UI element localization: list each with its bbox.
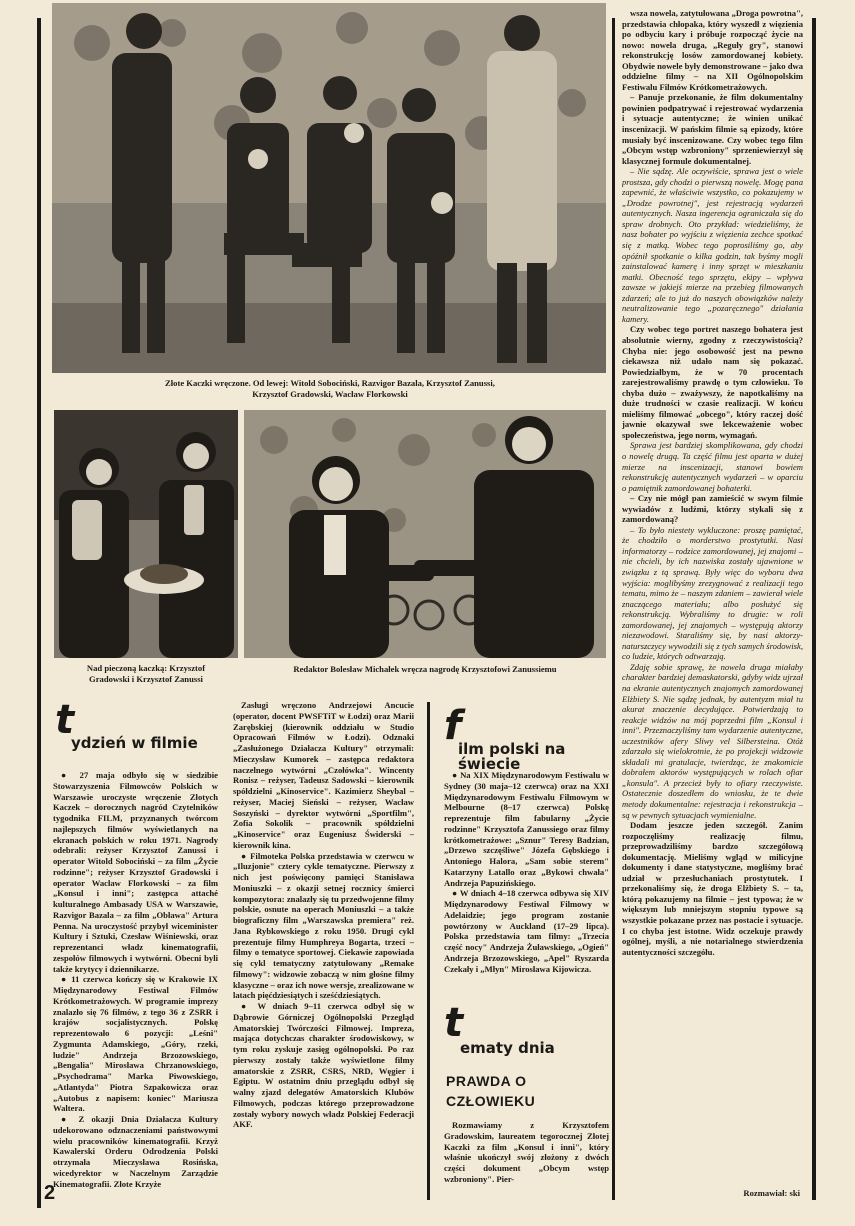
left-photo-image: [54, 410, 238, 658]
col1-paragraph: ● 27 maja odbyło się w siedzibie Stowarzyszenia Filmowców Polskich w Warszawie uroczyste wręczenie Złotych Kaczek – dorocznych nagród Czytelników tygodnika FILM, przyznanych twórcom najlepszych filmów wyświetlanych na ekranach polskich w roku 1971. Nagrody odebrali: reżyser Krzysztof Zanussi i operator Witold Sobociński – za film „Życie rodzinne"; reżyser Krzysztof Gradowski i operator Wacław Florkowski – za film „Konsul i inni"; zastępca attaché kulturalnego Ambasady USA w Warszawie, Razvigor Bazala – za film „Obława" Artura Penna. Na uroczystość przybył wiceminister Kultury i Sztuki, Czesław Wiśniewski, oraz reprezentanci władz kinematografii, zespołów filmowych i wytwórni. Obecni byli także krytycy i dziennikarze.: [53, 770, 218, 974]
left-photo: [54, 410, 238, 658]
col2-paragraph: ● Filmoteka Polska przedstawia w czerwcu w „Iluzjonie" cztery cykle tematyczne. Pierwszy z nich jest poświęcony pamięci Stanisława Moniuszki – z okazji setnej rocznicy śmierci kompozytora: znalazły się tu przedwojenne filmy polskie, osnute na operach Moniuszki – a także biograficzny film „Warszawska premiera" reż. Jana Rybkowskiego z roku 1950. Drugi cykl prezentuje filmy Humphreya Bogarta, trzeci – filmy o tematyce sportowej. Ciekawie zapowiada się cykl tematyczny zatytułowany „Remake filmowy": widzowie zobaczą w nim głośne filmy klasyczne – oraz ich nowe wersje, zrealizowane w latach pięćdziesiątych i sześćdziesiątych.: [233, 850, 414, 1001]
rule-col4-left: [612, 18, 615, 1200]
heading-tematy-rest: ematy dnia: [460, 1039, 555, 1057]
column-tydzien: [53, 770, 218, 1202]
col4-paragraph: Czy wobec tego portret naszego bohatera jest absolutnie wierny, zgodny z rzeczywistością? Chyba nie: jego osobowość jest na pewno ciekawsza niż udało nam się pokazać. Powiedziałbym, że w 70 procentach zarejestrowaliśmy prawdę o tym człowieku. To chyba dużo – zważywszy, że napotkaliśmy na duże trudności w czasie realizacji. W końcu mieliśmy filmować „obcego", który raczej dość jawnie okazywał swe lekceważenie wobec społeczeństwa, jego norm, wymagań.: [622, 324, 803, 440]
top-photo: [52, 3, 606, 373]
col3-paragraph: ● W dniach 4–18 czerwca odbywa się XIV Międzynarodowy Festiwal Filmowy w Adelaidzie; jego program zostanie powtórzony w Auckland (17–29 lipca). Polska przedstawia tam filmy: „Trzecia część nocy" Andrzeja Żuławskiego, „Ogień" Andrzeja Brzozowskiego, „Apel" Ryszarda Czekały i „Młyn" Mirosława Kijowicza.: [444, 888, 609, 974]
col4-paragraph: – Nie sądzę. Ale oczywiście, sprawa jest o wiele prostsza, gdy chodzi o pierwszą nowelę. Mogę pana zapewnić, że właściwie wszystko, co pokazujemy w „Drodze powrotnej", jest rejestracją wydarzeń autentycznych. Nasza ingerencja ograniczała się do spraw drobnych. Oto przykład: wiedzieliśmy, że nasz bohater po wyjściu z więzienia zechce spotkać się z matką. Wobec tego poprosiliśmy go, aby opóźnił spotkanie o kilka godzin, tak byśmy mogli zainstalować kamerę i inny sprzęt w mieszkaniu matki. Obecność tego sprzętu, ekipy – wpływa zawsze w jakiejś mierze na przebieg filmowanych zdarzeń; ale to już do naszych obowiązków należy neutralizowanie tego „pozaręcznego" działania kamery.: [622, 166, 803, 324]
column-tydzien-continued: [233, 700, 414, 1202]
right-photo-image: [244, 410, 606, 658]
heading-tydzien: [55, 697, 235, 754]
heading-tematy-initial: t: [444, 1000, 464, 1046]
rule-col3-left: [427, 702, 430, 1200]
col4-paragraph: – Czy nie mógł pan zamieścić w swym filmie wywiadów z ludźmi, którzy stykali się z zamordowaną?: [622, 493, 803, 525]
right-photo: [244, 410, 606, 658]
right-photo-caption: Redaktor Bolesław Michałek wręcza nagrodę Krzysztofowi Zanussiemu: [293, 664, 557, 674]
top-photo-caption: Złote Kaczki wręczone. Od lewej: Witold Sobociński, Razvigor Bazala, Krzysztof Zanussi, Krzysztof Gradowski, Wacław Florkowski: [165, 378, 495, 399]
col2-paragraph: Zasługi wręczono Andrzejowi Ancucie (operator, docent PWSFTiT w Łodzi) oraz Marii Zarębskiej (kierownik oddziału w Studio Opracowań Filmów w Łodzi). Odznaki „Zasłużonego Działacza Kultury" otrzymali: Mieczysław Kumorek – zastępca redaktora naczelnego wytwórni „Czołówka". Wincenty Ronisz – reżyser, Tadeusz Sadowski – kierownik spółdzielni „Kinoservice". Kazimierz Sheybal – reżyser, Maciej Sieński – reżyser, Wacław Soszyński – dyrektor wytwórni „Sportfilm", Zofia Sokolik – pracownik spółdzielni „Kinoservice" oraz Eugeniusz Świderski – kierownik kina.: [233, 700, 414, 850]
heading-film-polski-initial: f: [444, 703, 462, 749]
col4-paragraph: – Panuje przekonanie, że film dokumentalny powinien podpatrywać i rejestrować wydarzenia i sytuacje autentyczne; że winien unikać inscenizacji. W pańskim filmie są epizody, które musiały być inscenizowane. Czy wobec tego film „Obcym wstęp wzbroniony" sprzeniewierzył się klasycznej formule dokumentalnej.: [622, 92, 803, 166]
top-photo-image: [52, 3, 606, 373]
col4-paragraph: – To było niestety wykluczone: proszę pamiętać, że chodziło o morderstwo prostytutki. Nasi informatorzy – rodzice zamordowanej, jej znajomi – nie chcieli, by ich nazwiska zostały ujawnione w związku z tą sprawą. Były więc do wyboru dwa wyjścia: moglibyśmy zrezygnować z realizacji tego tematu, mimo że – naszym zdaniem – zawierał wiele znaczącego materiału; albo posłużyć się rekonstrukcją. Wybraliśmy to drugie: w roli zamordowanej, jej znajomych – występują aktorzy niezawodowi. Staraliśmy się, by nasi aktorzy-naturszczycy wywodzili się z tych samych środowisk, co ludzie, których odtwarzają.: [622, 524, 803, 662]
col1-paragraph: ● 11 czerwca kończy się w Krakowie IX Międzynarodowy Festiwal Filmów Krótkometrażowych. W programie imprezy znalazło się 76 filmów, z tego 36 z ZSRR i krajów socjalistycznych. Polskę reprezentowało 6 pozycji: „Leśni" Zygmunta Adamskiego, „Góry, rzeki, ludzie" Andrzeja Brzozowskiego, „Bengalia" Mirosława Chrzanowskiego, „Psychodrama" Marka Piwowskiego, „Atlantyda" Piotra Szpakowicza oraz „Autobus z napisem: koniec" Mariusza Waltera.: [53, 974, 218, 1114]
heading-tydzien-initial: t: [55, 697, 75, 743]
heading-film-polski: [444, 703, 609, 773]
heading-tydzien-rest: ydzień w filmie: [71, 734, 198, 752]
column-interview: [622, 8, 803, 1178]
col4-paragraph: Dodam jeszcze jeden szczegół. Zanim rozpoczęliśmy realizację filmu, przeprowadziliśmy bardzo szczegółową dokumentację. Mieliśmy wgląd w milicyjne dokumenty i dane statystyczne, mogliśmy brać udział w przesłuchaniach prostytutek. I przekonaliśmy się, że droga Elżbiety S. – ta, którą pokazujemy na filmie – jest typowa; że w większym lub mniejszym stopniu typowe są wszystkie pokazane przez nas postacie i sytuacje. I co chyba jest istotne. Widz oczekuje prawdy ogólnej, myśli, a nie notarialnego stwierdzenia autentyczności szczegółu.: [622, 820, 803, 957]
interview-signature: Rozmawiał: ski: [743, 1188, 800, 1198]
col4-paragraph: wsza nowela, zatytułowana „Droga powrotna", przedstawia chłopaka, który wyszedł z więzienia po odbyciu kary i próbuje rozpocząć życie na nowo: nowela druga, „Reguły gry", stanowi rekonstrukcję losów zamordowanej kobiety. Obydwie nowele były demonstrowane – jako dwa oddzielne filmy – na XII Ogólnopolskim Festiwalu Filmów Krótkometrażowych.: [622, 8, 803, 92]
col2-paragraph: ● W dniach 9–11 czerwca odbył się w Dąbrowie Górniczej Ogólnopolski Przegląd Amatorskiej Twórczości Filmowej. Impreza, mająca dotychczas charakter środowiskowy, w tym roku zyskuje zasięg ogólnopolski. Po raz pierwszy zostały także wyświetlone filmy amatorskie z ZSRR, CSRS, NRD, Węgier i Egiptu. W ostatnim dniu przeglądu odbył się walny zjazd delegatów Amatorskich Klubów Filmowych, podczas którego przeprowadzone zostały wybory nowych władz Polskiej Federacji AKF.: [233, 1001, 414, 1130]
heading-prawda: PRAWDA O CZŁOWIEKU: [446, 1073, 536, 1109]
col4-paragraph: Sprawa jest bardziej skomplikowana, gdy chodzi o nowelę drugą. Ta część filmu jest oparta w dużej mierze na inscenizacji, stanowi bowiem rekonstrukcję autentycznych wydarzeń – w oparciu o pamiętnik zamordowanej bohaterki.: [622, 440, 803, 493]
column-film-polski: [444, 770, 609, 1000]
heading-tematy: [444, 1000, 609, 1061]
prawda-intro-paragraph: Rozmawiamy z Krzysztofem Gradowskim, laureatem tegorocznej Złotej Kaczki za film „Konsul i inni", który właśnie ukończył swój złożony z dwóch części dokument „Obcym wstęp wzbroniony". Pier-: [444, 1120, 609, 1184]
page-number: 2: [44, 1182, 56, 1204]
left-photo-caption: Nad pieczoną kaczką: Krzysztof Gradowski i Krzysztof Zanussi: [86, 663, 206, 684]
col3-paragraph: ● Na XIX Międzynarodowym Festiwalu w Sydney (30 maja–12 czerwca) oraz na XXI Międzynarodowym Festiwalu Filmowym w Melbourne (8–17 czerwca) Polskę reprezentuje film fabularny „Życie rodzinne" Krzysztofa Zanussiego oraz filmy krótkometrażowe: „Sznur" Teresy Badzian, „Drzewo szczęśliwe" Józefa Gębskiego i Antoniego Halora, „Sam sobie sterem" Katarzyny Latallo oraz „Bykowi chwała" Andrzeja Papuzińskiego.: [444, 770, 609, 888]
column-prawda-intro: [444, 1120, 609, 1202]
col4-paragraph: Zdaję sobie sprawę, że nowela druga miałaby charakter bardziej demaskatorski, gdyby widz ujrzał na ekranie autentycznych znajomych zamordowanej Elżbiety S. Nie sądzę jednak, by autentyzm miał tu akurat znaczenie decydujące. Potwierdzają to reakcje widzów na mój poprzedni film „Konsul i inni". Przeznaczyliśmy tam wydarzenie autentyczne, uczestników afery Sliwy vel Silbersteina. Otóż zdarzało się wielokrotnie, że po projekcji widzowie składali mi gratulacje, twierdząc, że znakomicie dobrałem aktorów występujących w rolach ofiar „konsula". A przecież były to ofiary rzeczywiste. Ostatecznie doszedłem do wniosku, że te dwie metody dokumentalne: rejestracja i rekonstrukcja – są w pewnych sytuacjach wymienialne.: [622, 661, 803, 820]
rule-left-column: [37, 18, 41, 1208]
heading-film-polski-rest: ilm polski na świecie: [458, 740, 566, 773]
col1-paragraph: ● Z okazji Dnia Działacza Kultury udekorowano odznaczeniami państwowymi wielu pracowników kinematografii. Krzyż Kawalerski Orderu Odrodzenia Polski otrzymała Mieczysława Rosińska, wicedyrektor w Naczelnym Zarządzie Kinematografii. Złote Krzyże: [53, 1114, 218, 1189]
rule-right-edge: [812, 18, 816, 1200]
